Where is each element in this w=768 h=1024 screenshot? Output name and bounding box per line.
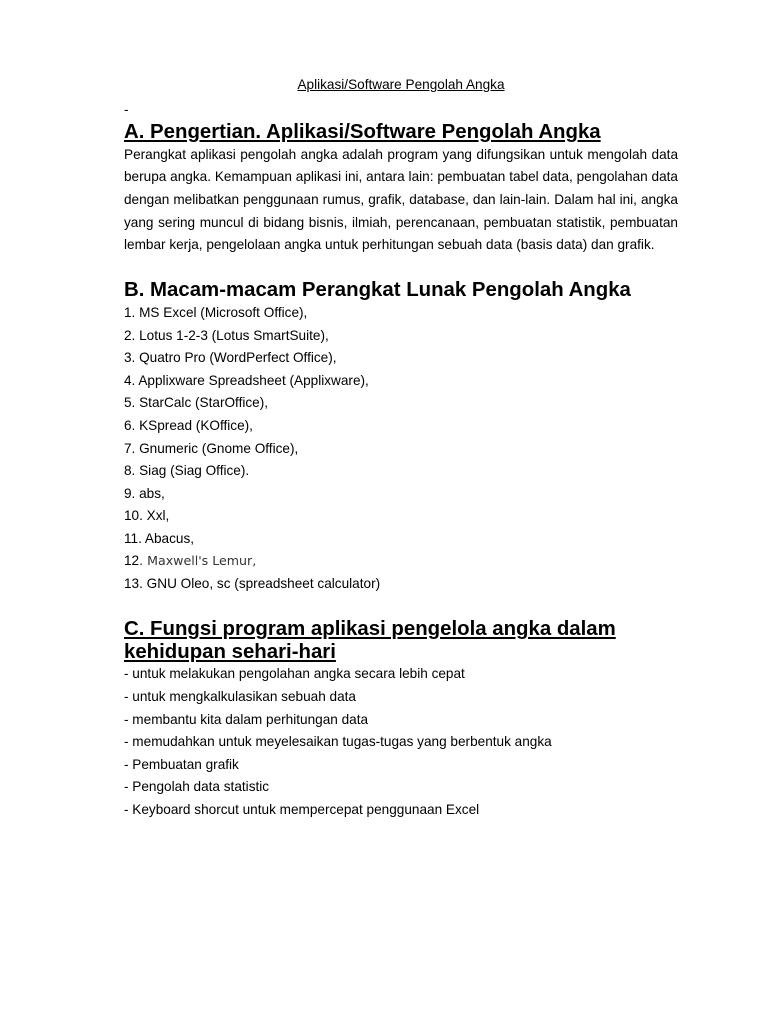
list-item: 13. GNU Oleo, sc (spreadsheet calculator): [124, 576, 381, 592]
section-b-heading: B. Macam-macam Perangkat Lunak Pengolah Angka: [124, 279, 631, 302]
function-list: [124, 663, 678, 821]
list-item: - membantu kita dalam perhitungan data: [124, 711, 369, 727]
list-item: - memudahkan untuk meyelesaikan tugas-tugas yang berbentuk angka: [124, 734, 552, 750]
section-c-heading: C. Fungsi program aplikasi pengelola angka dalam kehidupan sehari-hari: [124, 618, 616, 663]
document-title: Aplikasi/Software Pengolah Angka: [297, 77, 505, 92]
list-item-12-number: 12: [124, 553, 140, 569]
document-content: [124, 74, 678, 822]
spacer: [124, 596, 678, 619]
list-item: 7. Gnumeric (Gnome Office),: [124, 440, 299, 456]
list-item: 6. KSpread (KOffice),: [124, 417, 253, 433]
list-item: 10. Xxl,: [124, 508, 170, 524]
dash-mark: -: [124, 101, 129, 117]
list-item: 5. StarCalc (StarOffice),: [124, 395, 269, 411]
list-item: - Pembuatan grafik: [124, 756, 239, 772]
software-list: [124, 302, 678, 596]
list-item: - untuk mengkalkulasikan sebuah data: [124, 689, 356, 705]
list-item: 3. Quatro Pro (WordPerfect Office),: [124, 350, 337, 366]
list-item: 4. Applixware Spreadsheet (Applixware),: [124, 372, 369, 388]
list-item: 11. Abacus,: [124, 530, 195, 546]
section-a-heading: A. Pengertian. Aplikasi/Software Pengolah Angka: [124, 121, 601, 144]
list-item: 1. MS Excel (Microsoft Office),: [124, 304, 308, 320]
spacer: [124, 257, 678, 280]
list-item: - untuk melakukan pengolahan angka secara lebih cepat: [124, 666, 465, 682]
list-item-12-text: . Maxwell's Lemur,: [139, 553, 257, 569]
list-item: 8. Siag (Siag Office).: [124, 463, 250, 479]
list-item: - Keyboard shorcut untuk mempercepat penggunaan Excel: [124, 802, 480, 817]
list-item: 2. Lotus 1-2-3 (Lotus SmartSuite),: [124, 327, 329, 343]
list-item-12: [124, 550, 678, 573]
list-item: - Pengolah data statistic: [124, 779, 270, 795]
list-item: 9. abs,: [124, 485, 165, 501]
section-a-paragraph: Perangkat aplikasi pengolah angka adalah program yang difungsikan untuk mengolah data berupa angka. Kemampuan aplikasi ini, antara lain: pembuatan tabel data, pengolahan data dengan melibatkan penggunaan rumus, grafik, database, dan lain-lain. Dalam hal ini, angka yang sering muncul di bidang bisnis, ilmiah, perencanaan, pembuatan statistik, pembuatan lembar kerja, pengelolaan angka untuk perhitungan sebuah data (basis data) dan grafik.: [124, 146, 678, 253]
